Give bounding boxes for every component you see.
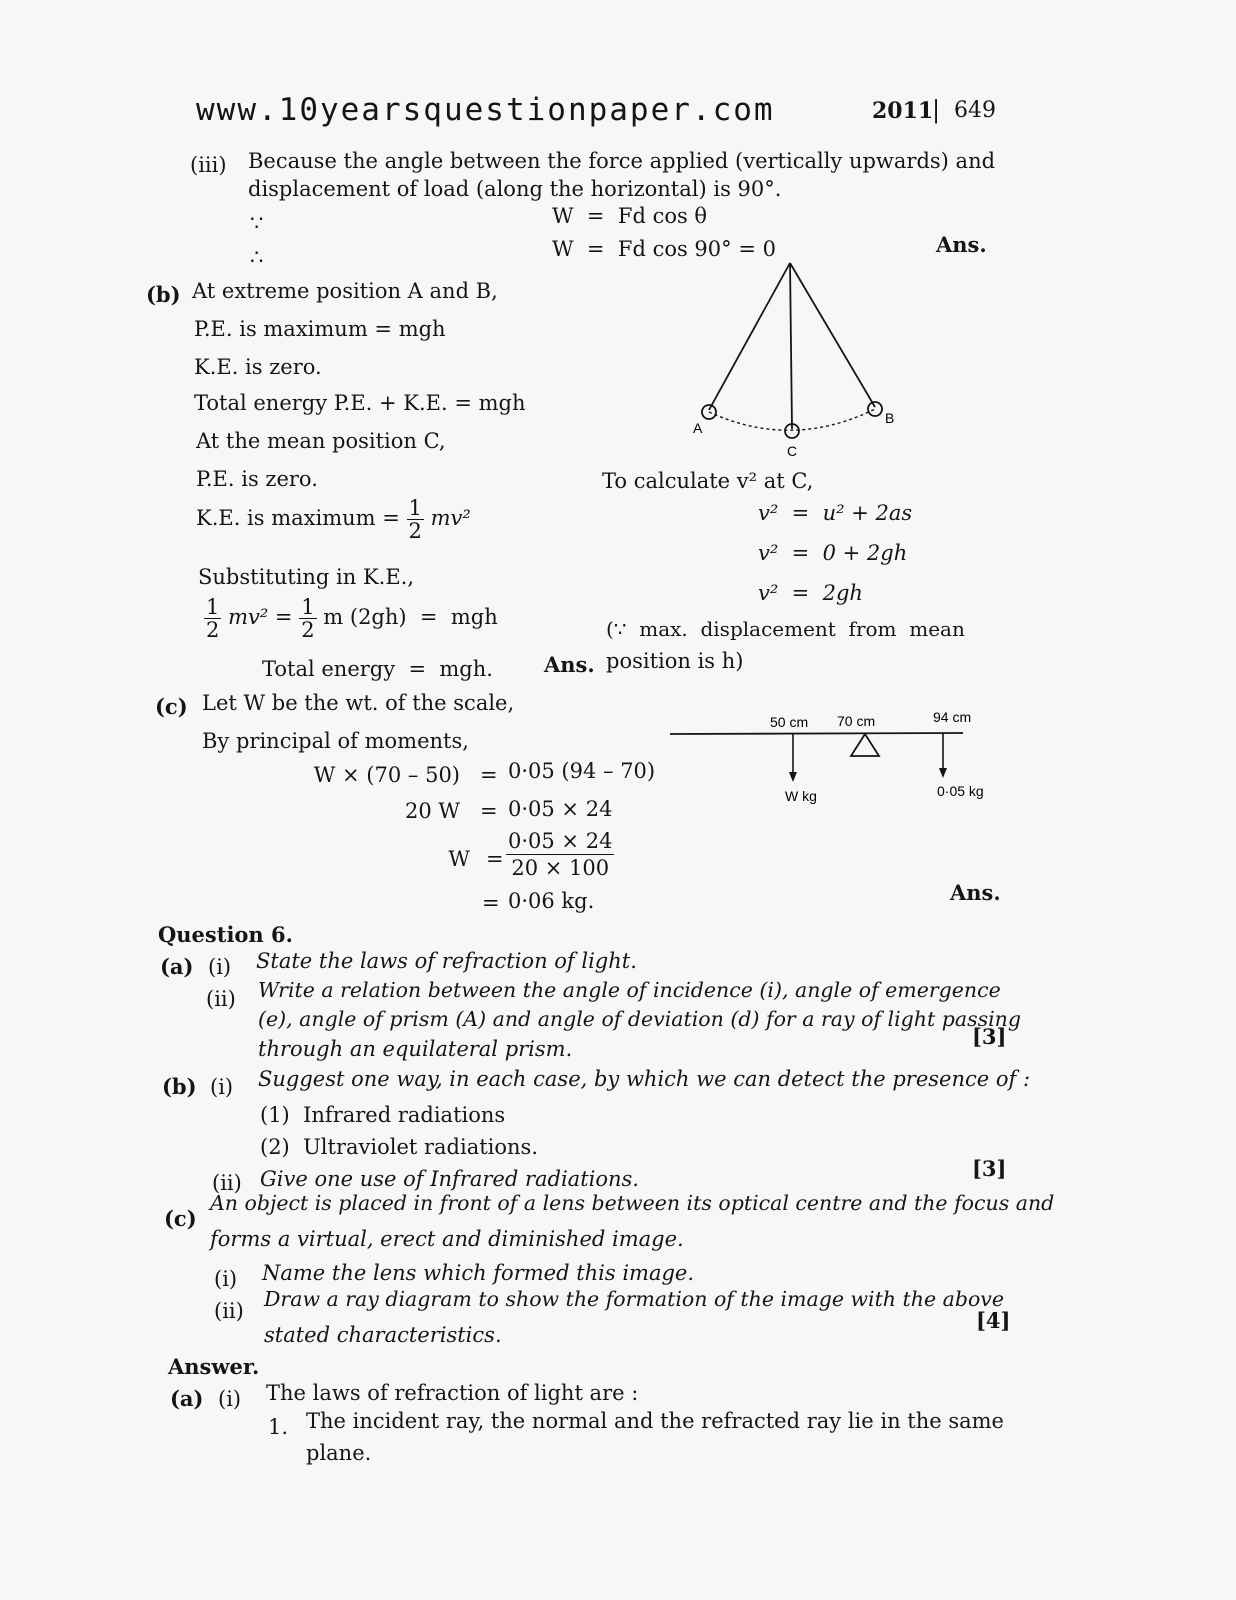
weight-fraction (506, 828, 614, 881)
label-50cm: 50 cm (770, 714, 809, 730)
calc-title: To calculate v² at C, (602, 469, 814, 493)
question-6-title: Question 6. (158, 922, 293, 947)
note-line-1: (∵ max. displacement from mean (606, 617, 965, 641)
header-divider: | (932, 96, 941, 124)
equals-sign: = (486, 847, 504, 871)
fraction-numerator: 1 (408, 496, 422, 520)
q6-b-ii-text: Give one use of Infrared radiations. (260, 1167, 639, 1191)
law-1-number: 1. (268, 1415, 289, 1439)
work-equation-1: W = Fd cos θ (552, 204, 708, 228)
q6-c-i-text: Name the lens which formed this image. (262, 1261, 695, 1285)
part-iii-line2: displacement of load (along the horizontal) is 90°. (248, 177, 782, 201)
q6-c-label: (c) (164, 1206, 197, 1231)
moment-result: 0·06 kg. (508, 889, 595, 913)
answer-title: Answer. (168, 1354, 260, 1379)
label-b: B (885, 410, 895, 426)
sub-eq-mid: mv² = (228, 605, 293, 629)
q6-a-ii-label: (ii) (206, 987, 236, 1011)
scale-rod (670, 733, 963, 734)
substituting-text: Substituting in K.E., (198, 565, 415, 589)
fraction-denominator: 2 (408, 519, 422, 543)
ke-max-suffix: mv² (430, 506, 471, 530)
meter-scale-diagram (665, 700, 1035, 815)
part-iii-line1: Because the angle between the force applied (vertically upwards) and (248, 149, 996, 173)
ans-label: Ans. (950, 880, 1001, 905)
q6-a-ii-line2: (e), angle of prism (A) and angle of deviation (d) for a ray of light passing (258, 1007, 1022, 1031)
fraction-denominator: 20 × 100 (511, 856, 610, 880)
q6-c-line2: forms a virtual, erect and diminished image. (210, 1227, 684, 1251)
moment-eq1-right: 0·05 (94 – 70) (508, 759, 656, 783)
q6-c-line1: An object is placed in front of a lens between its optical centre and the focus and (210, 1191, 1055, 1215)
calc-equation: v² = u² + 2as (758, 501, 913, 525)
answer-intro: The laws of refraction of light are : (266, 1381, 639, 1405)
sub-eq-end: m (2gh) = mgh (323, 605, 498, 629)
label-w-kg: W kg (785, 788, 817, 804)
answer-i-label: (i) (218, 1387, 242, 1411)
fraction-denominator: 2 (206, 618, 220, 642)
q6-a-marks: [3] (972, 1024, 1007, 1049)
ans-label: Ans. (544, 652, 595, 677)
part-b-line: Total energy P.E. + K.E. = mgh (194, 391, 526, 415)
website-watermark: www.10yearsquestionpaper.com (196, 92, 775, 128)
part-c-line2: By principal of moments, (202, 729, 469, 753)
q6-b-i-1: (1) Infrared radiations (260, 1103, 506, 1127)
q6-a-i-label: (i) (208, 955, 232, 979)
q6-b-i-text: Suggest one way, in each case, by which we can detect the presence of : (258, 1067, 1031, 1091)
q6-c-ii-label: (ii) (214, 1299, 244, 1323)
fraction-numerator: 1 (301, 595, 315, 619)
law-1-line1: The incident ray, the normal and the refracted ray lie in the same (306, 1409, 1004, 1433)
fraction-denominator: 2 (301, 618, 315, 642)
part-b-line: At the mean position C, (196, 429, 446, 453)
arrowhead (939, 768, 947, 778)
arrowhead (789, 772, 797, 782)
bob-b (868, 402, 882, 416)
q6-a-ii-line3: through an equilateral prism. (258, 1037, 573, 1061)
q6-b-ii-label: (ii) (212, 1171, 242, 1195)
label-70cm: 70 cm (837, 713, 876, 729)
label-005-kg: 0·05 kg (937, 783, 984, 799)
page-number: 649 (954, 98, 996, 123)
pendulum-diagram (680, 255, 920, 465)
answer-a-label: (a) (170, 1386, 204, 1411)
label-a: A (693, 420, 703, 436)
equals-sign: = (482, 891, 500, 915)
part-c-line1: Let W be the wt. of the scale, (202, 691, 515, 715)
ke-maximum-expression (196, 497, 471, 542)
total-energy: Total energy = mgh. (262, 657, 493, 681)
part-b-line: P.E. is zero. (196, 467, 318, 491)
moment-eq2-right: 0·05 × 24 (508, 797, 613, 821)
q6-a-i-text: State the laws of refraction of light. (256, 949, 637, 973)
calc-equation: v² = 0 + 2gh (758, 541, 908, 565)
fraction-numerator: 0·05 × 24 (508, 829, 613, 853)
ke-max-prefix: K.E. is maximum = (196, 506, 400, 530)
fraction-numerator: 1 (206, 595, 220, 619)
label-c: C (787, 443, 798, 459)
note-line-2: position is h) (606, 649, 744, 673)
equals-sign: = (480, 799, 498, 823)
part-b-line: P.E. is maximum = mgh (194, 317, 446, 341)
calc-equation: v² = 2gh (758, 581, 863, 605)
work-equation-2: W = Fd cos 90° = 0 (552, 237, 776, 261)
half-fraction (204, 596, 221, 641)
substitution-equation (204, 596, 498, 641)
part-c-label: (c) (155, 694, 188, 719)
q6-b-label: (b) (162, 1074, 197, 1099)
half-fraction (299, 596, 316, 641)
string-a (709, 263, 790, 410)
q6-b-i-2: (2) Ultraviolet radiations. (260, 1135, 539, 1159)
part-b-line: K.E. is zero. (194, 355, 322, 379)
q6-c-marks: [4] (976, 1308, 1011, 1333)
moment-eq1-left: W × (70 – 50) (313, 763, 460, 787)
moment-eq3-left: W (448, 847, 470, 871)
therefore-symbol: ∴ (250, 245, 264, 269)
q6-a-label: (a) (160, 954, 194, 979)
part-iii-label: (iii) (190, 153, 227, 177)
equals-sign: = (480, 763, 498, 787)
law-1-line2: plane. (306, 1441, 372, 1465)
string-c (790, 263, 792, 429)
fulcrum (851, 734, 879, 756)
fraction (506, 828, 614, 881)
q6-c-i-label: (i) (214, 1267, 238, 1291)
because-symbol: ∵ (250, 211, 264, 235)
q6-c-ii-line1: Draw a ray diagram to show the formation of the image with the above (264, 1287, 1005, 1311)
half-fraction (407, 497, 424, 542)
year: 2011 (872, 98, 934, 124)
q6-a-ii-line1: Write a relation between the angle of incidence (i), angle of emergence (258, 978, 1001, 1002)
q6-b-marks: [3] (972, 1156, 1007, 1181)
label-94cm: 94 cm (933, 709, 972, 725)
ans-label: Ans. (936, 232, 987, 257)
part-b-line: At extreme position A and B, (192, 279, 498, 303)
q6-b-i-label: (i) (210, 1075, 234, 1099)
string-b (790, 263, 875, 407)
q6-c-ii-line2: stated characteristics. (264, 1323, 502, 1347)
part-b-label: (b) (146, 282, 181, 307)
moment-eq2-left: 20 W (405, 799, 460, 823)
